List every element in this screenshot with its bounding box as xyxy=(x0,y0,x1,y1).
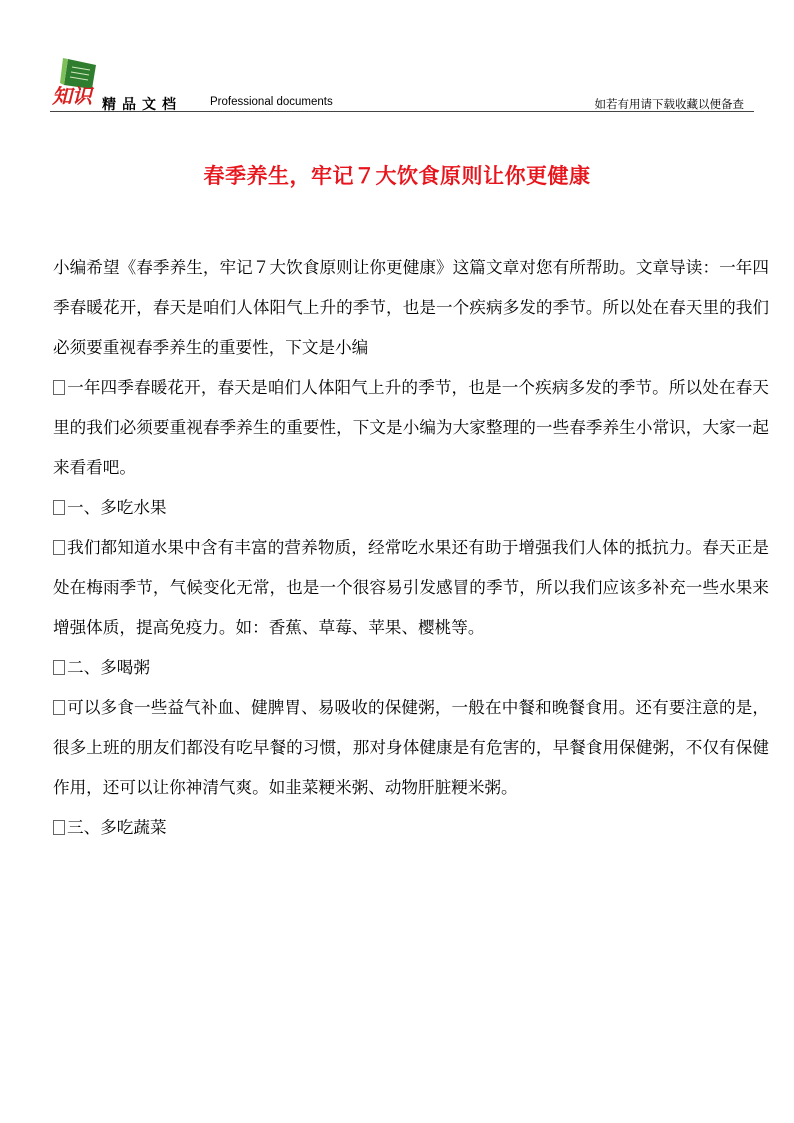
brand-name: 精品文档 xyxy=(102,97,182,113)
page-header xyxy=(50,55,754,111)
missing-glyph-box xyxy=(53,820,65,835)
document-body xyxy=(53,248,769,848)
section-heading: 一、多吃水果 xyxy=(53,488,769,528)
paragraph: 我们都知道水果中含有丰富的营养物质，经常吃水果还有助于增强我们人体的抵抗力。春天正是处在梅雨季节，气候变化无常，也是一个很容易引发感冒的季节，所以我们应该多补充一些水果来增强体质，提高免疫力。如：香蕉、草莓、苹果、樱桃等。 xyxy=(53,538,769,637)
paragraph: 小编希望《春季养生，牢记７大饮食原则让你更健康》这篇文章对您有所帮助。文章导读：一年四季春暖花开，春天是咱们人体阳气上升的季节，也是一个疾病多发的季节。所以处在春天里的我们必须要重视春季养生的重要性，下文是小编 xyxy=(53,258,769,357)
missing-glyph-box xyxy=(53,500,65,515)
missing-glyph-box xyxy=(53,380,65,395)
missing-glyph-box xyxy=(53,660,65,675)
missing-glyph-box xyxy=(53,700,65,715)
missing-glyph-box xyxy=(53,540,65,555)
logo-text: 知识 xyxy=(52,84,92,107)
book-logo-icon xyxy=(50,55,102,107)
brand-subtitle: Professional documents xyxy=(210,96,333,108)
document-title: 春季养生，牢记７大饮食原则让你更健康 xyxy=(203,164,591,188)
paragraph: 可以多食一些益气补血、健脾胃、易吸收的保健粥，一般在中餐和晚餐食用。还有要注意的是，很多上班的朋友们都没有吃早餐的习惯，那对身体健康是有危害的，早餐食用保健粥，不仅有保健作用，还可以让你神清气爽。如韭菜粳米粥、动物肝脏粳米粥。 xyxy=(53,698,769,797)
section-heading: 三、多吃蔬菜 xyxy=(53,808,769,848)
header-note: 如若有用请下载收藏以便备查 xyxy=(594,97,744,111)
section-heading: 二、多喝粥 xyxy=(53,648,769,688)
paragraph: 一年四季春暖花开，春天是咱们人体阳气上升的季节，也是一个疾病多发的季节。所以处在春天里的我们必须要重视春季养生的重要性，下文是小编为大家整理的一些春季养生小常识，大家一起来看看吧。 xyxy=(53,378,769,477)
header-divider xyxy=(50,111,754,112)
